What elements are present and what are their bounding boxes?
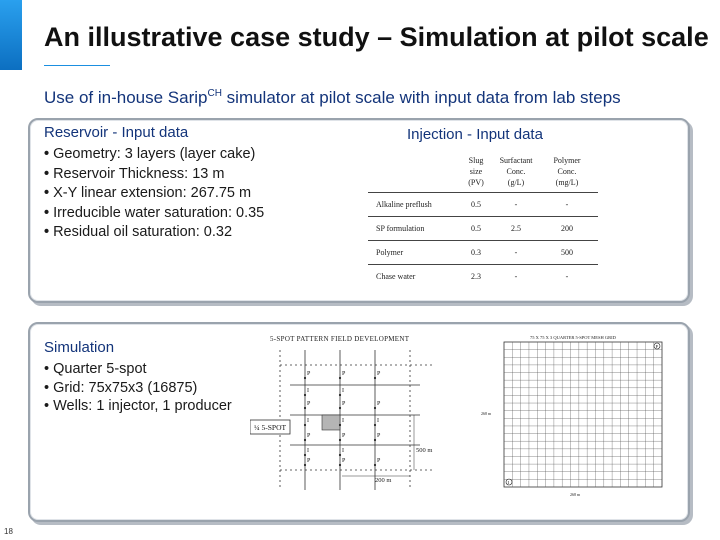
well-label: I [307, 418, 309, 424]
grid-producer-label: P [655, 344, 659, 349]
five-spot-pattern-diagram [250, 330, 450, 510]
reservoir-item [44, 204, 264, 224]
surfactant-value: - [496, 192, 536, 216]
injection-heading: Injection - Input data [407, 126, 543, 143]
well-label: P [307, 401, 311, 407]
subtitle-text-end: simulator at pilot scale with input data from lab steps [221, 88, 621, 107]
slide-title: An illustrative case study – Simulation at pilot scale [44, 22, 709, 52]
well-marker [374, 407, 376, 409]
bullet-icon: • [44, 185, 50, 201]
row-label: Alkaline preflush [368, 192, 456, 216]
simulation-item: • Wells: 1 injector, 1 producer [44, 398, 232, 414]
well-label: P [342, 371, 346, 377]
well-label: I [377, 418, 379, 424]
reservoir-list [44, 145, 264, 243]
well-marker [304, 407, 306, 409]
bullet-icon: • [44, 224, 50, 240]
title-underline [44, 65, 110, 66]
well-label: P [377, 433, 381, 439]
well-marker [339, 394, 341, 396]
polymer-value: 500 [536, 240, 598, 264]
well-label: I [342, 418, 344, 424]
well-marker [374, 439, 376, 441]
slug-value: 0.5 [456, 216, 496, 240]
slug-value: 0.3 [456, 240, 496, 264]
grid-side-dimension: 268 m [481, 411, 492, 416]
well-label: I [342, 388, 344, 394]
pattern-title: 5-SPOT PATTERN FIELD DEVELOPMENT [270, 335, 410, 343]
reservoir-item [44, 184, 264, 204]
quarter-5spot-label: ¼ 5-SPOT [254, 423, 287, 432]
table-row [368, 264, 598, 288]
header-slug-size: Slug size (PV) [468, 156, 484, 188]
bullet-icon: • [44, 165, 50, 182]
well-marker [339, 424, 341, 426]
well-label: P [377, 401, 381, 407]
well-marker [304, 394, 306, 396]
header-surfactant-conc: Surfactant Conc. (g/L) [499, 156, 533, 188]
grid-injector-label: I [507, 480, 509, 485]
subtitle-text-start: Use of in-house Sarip [44, 88, 208, 107]
well-label: P [342, 458, 346, 464]
simulation-heading: Simulation [44, 339, 115, 356]
reservoir-item-text: X-Y linear extension: 267.75 m [53, 185, 252, 201]
mesh-grid-title: 75 X 75 X 3 QUARTER 5-SPOT MESH GRID [530, 335, 616, 340]
well-label: P [377, 458, 381, 464]
grid-bottom-dimension: 268 m [570, 492, 581, 497]
reservoir-item [44, 223, 264, 243]
well-marker [304, 454, 306, 456]
reservoir-heading: Reservoir - Input data [44, 124, 189, 141]
well-label: P [342, 401, 346, 407]
row-label: Chase water [368, 264, 456, 288]
row-label: Polymer [368, 240, 456, 264]
polymer-value: - [536, 264, 598, 288]
bullet-icon: • [44, 204, 50, 221]
reservoir-item [44, 145, 264, 165]
reservoir-item [44, 165, 264, 185]
reservoir-item-text: Reservoir Thickness: 13 m [53, 165, 225, 182]
injection-header-blank [368, 152, 456, 192]
well-label: P [307, 371, 311, 377]
reservoir-item-text: Irreducible water saturation: 0.35 [53, 204, 265, 221]
well-marker [339, 377, 341, 379]
well-marker [374, 464, 376, 466]
simulation-item: • Grid: 75x75x3 (16875) [44, 379, 198, 396]
surfactant-value: - [496, 240, 536, 264]
polymer-value: - [536, 192, 598, 216]
well-marker [339, 439, 341, 441]
well-marker [304, 464, 306, 466]
well-label: P [307, 433, 311, 439]
well-label: P [377, 371, 381, 377]
slug-value: 2.3 [456, 264, 496, 288]
injection-table [368, 152, 598, 288]
bullet-icon: • [44, 146, 50, 162]
slug-value: 0.5 [456, 192, 496, 216]
quarter-5spot-highlight [322, 415, 340, 430]
well-label: P [307, 458, 311, 464]
table-row [368, 240, 598, 264]
well-label: I [307, 388, 309, 394]
page-number: 18 [4, 527, 13, 536]
well-label: I [342, 448, 344, 454]
well-marker [339, 407, 341, 409]
injection-header-row [368, 152, 598, 192]
header-polymer-conc: Polymer Conc. (mg/L) [553, 156, 581, 188]
well-marker [374, 377, 376, 379]
reservoir-item-text: Residual oil saturation: 0.32 [53, 224, 233, 240]
polymer-value: 200 [536, 216, 598, 240]
table-row [368, 192, 598, 216]
well-marker [374, 424, 376, 426]
surfactant-value: - [496, 264, 536, 288]
well-label: I [307, 448, 309, 454]
well-marker [304, 377, 306, 379]
well-marker [339, 464, 341, 466]
slide-subtitle [44, 88, 621, 108]
row-label: SP formulation [368, 216, 456, 240]
well-marker [304, 439, 306, 441]
well-marker [339, 454, 341, 456]
dimension-200m: 200 m [375, 477, 392, 484]
table-row [368, 216, 598, 240]
simulation-item: • Quarter 5-spot [44, 361, 147, 377]
simulation-list [44, 360, 232, 416]
dimension-500m: 500 m [416, 447, 433, 454]
reservoir-item-text: Geometry: 3 layers (layer cake) [53, 146, 256, 162]
subtitle-superscript: CH [207, 88, 222, 99]
accent-bar [0, 0, 22, 70]
surfactant-value: 2.5 [496, 216, 536, 240]
well-label: P [342, 433, 346, 439]
well-marker [304, 424, 306, 426]
mesh-grid-diagram [480, 330, 665, 500]
